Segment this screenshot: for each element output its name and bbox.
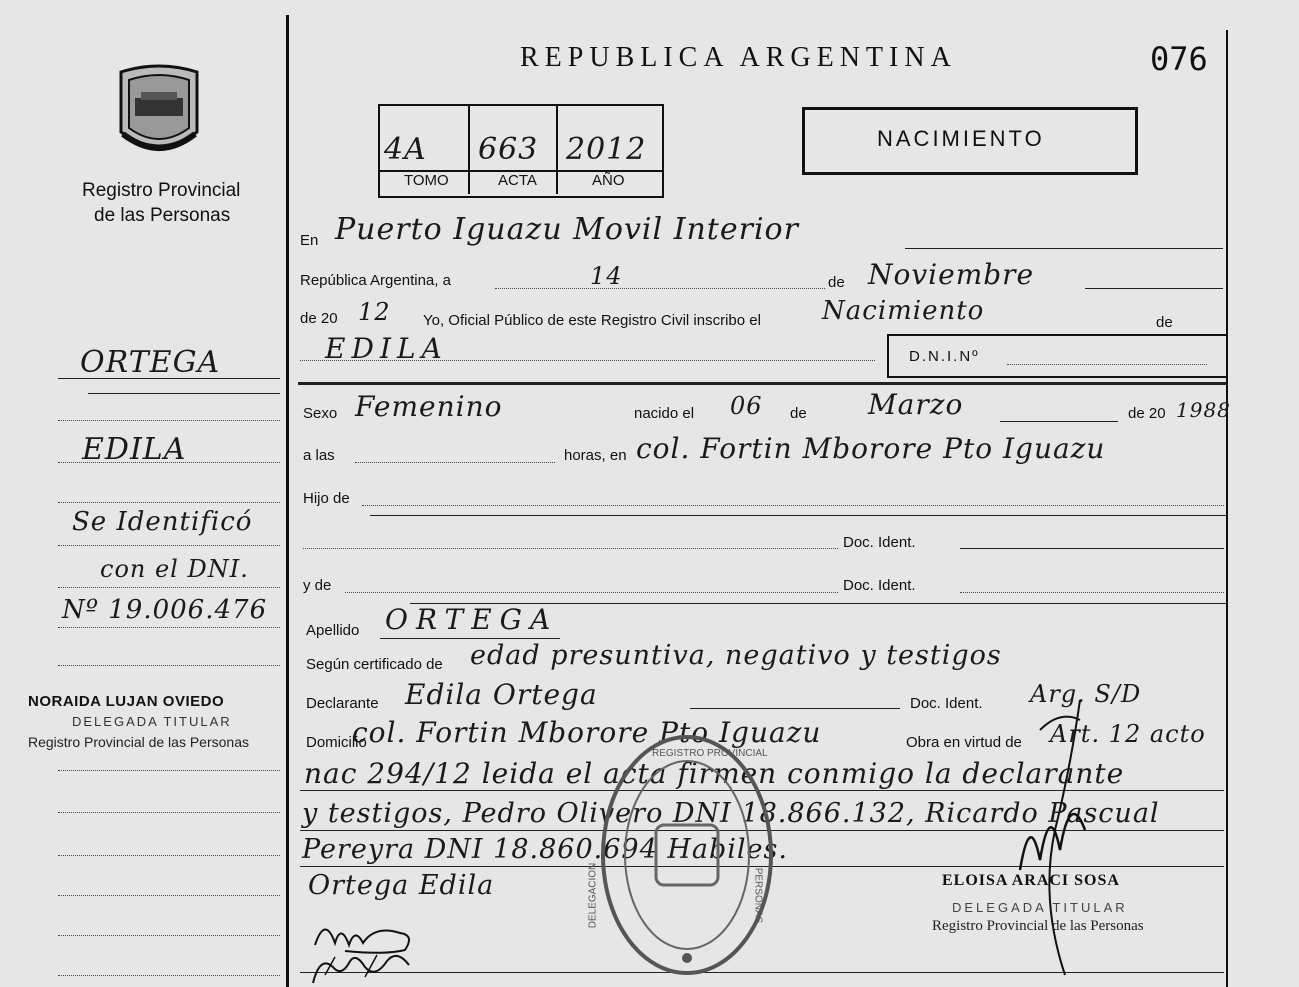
text-line-1: nac 294/12 leida el acta firmen conmigo la declarante [304, 757, 1125, 790]
misiones-seal-icon [113, 62, 205, 162]
doc-ident-label-3: Doc. Ident. [910, 695, 983, 712]
margin-surname: ORTEGA [80, 345, 221, 380]
left-margin-panel [0, 0, 290, 987]
nac-month: Marzo [868, 388, 964, 421]
right-official-stamp [930, 870, 1180, 940]
year-value: 12 [358, 298, 391, 326]
margin-note-3: Nº 19.006.476 [62, 595, 268, 625]
alas-label: a las [303, 447, 335, 464]
sexo-value: Femenino [355, 390, 503, 423]
oficial-text: Yo, Oficial Público de este Registro Civil inscribo el [423, 312, 761, 329]
acta-label: ACTA [498, 172, 537, 189]
right-stamp-name: ELOISA ARACI SOSA [942, 872, 1120, 889]
registry-round-stamp-icon [598, 730, 776, 980]
stamp-text-right: PERSONAS [752, 867, 764, 924]
record-type-box [802, 107, 1138, 175]
doc-ident-label-2: Doc. Ident. [843, 577, 916, 594]
obra-value: Art. 12 acto [1050, 720, 1206, 748]
place-value: col. Fortin Mborore Pto Iguazu [636, 432, 1106, 465]
horas-label: horas, en [564, 447, 627, 464]
de-label-2: de [1156, 314, 1173, 331]
left-stamp-role: DELEGADA TITULAR [72, 714, 232, 729]
witness-signatures-icon [305, 905, 425, 987]
obra-label: Obra en virtud de [906, 734, 1022, 751]
anio-label: AÑO [592, 172, 625, 189]
record-type: NACIMIENTO [877, 126, 1045, 151]
margin-note-1: Se Identificó [72, 507, 253, 537]
country-title: REPUBLICA ARGENTINA [520, 42, 957, 73]
tomo-label: TOMO [404, 172, 449, 189]
de-label: de [828, 274, 845, 291]
declarante-doc: Arg. S/D [1030, 680, 1142, 708]
left-official-stamp [20, 688, 295, 758]
republica-label: República Argentina, a [300, 272, 451, 289]
text-line-3: Pereyra DNI 18.860.694 Habiles. [302, 834, 788, 865]
en-value: Puerto Iguazu Movil Interior [335, 212, 799, 247]
margin-name: EDILA [82, 432, 187, 467]
left-stamp-name: NORAIDA LUJAN OVIEDO [28, 693, 225, 710]
name-value: EDILA [325, 332, 448, 365]
tomo-value: 4A [384, 132, 427, 167]
declarante-signature: Ortega Edila [308, 870, 495, 901]
domicilio-label: Domicilio [306, 734, 367, 751]
left-border-rule [286, 15, 289, 987]
nacido-label: nacido el [634, 405, 695, 422]
stamp-text-top: REGISTRO PROVINCIAL [652, 748, 768, 759]
nac-year: 1988 [1176, 398, 1231, 422]
registry-line-1: Registro Provincial [82, 180, 241, 201]
apellido-label: Apellido [306, 622, 360, 639]
segun-label: Según certificado de [306, 656, 443, 673]
right-stamp-office: Registro Provincial de las Personas [932, 918, 1144, 934]
acta-value: 663 [478, 132, 539, 167]
nac-day: 06 [730, 392, 763, 420]
margin-note-2: con el DNI. [100, 555, 249, 583]
text-line-2: y testigos, Pedro Olivero DNI 18.866.132, Ricardo Pascual [302, 798, 1160, 829]
segun-value: edad presuntiva, negativo y testigos [470, 640, 1002, 671]
stamp-text-left: DELEGACION [587, 862, 599, 929]
year-prefix: de 20 [300, 310, 338, 327]
nac-year-label: de 20 [1128, 405, 1166, 422]
sexo-label: Sexo [303, 405, 338, 422]
anio-value: 2012 [566, 132, 647, 167]
right-border-rule [1226, 30, 1228, 987]
day-value: 14 [590, 262, 623, 290]
declarante-value: Edila Ortega [405, 678, 598, 711]
record-number-box [378, 104, 664, 198]
left-stamp-office: Registro Provincial de las Personas [28, 734, 249, 750]
en-label: En [300, 232, 319, 249]
dni-label: D.N.I.Nº [909, 348, 980, 365]
month-value: Noviembre [868, 258, 1035, 291]
apellido-value: ORTEGA [385, 603, 559, 636]
dni-box [887, 334, 1228, 378]
hijo-label: Hijo de [303, 490, 350, 507]
registry-line-2: de las Personas [94, 205, 231, 226]
declarante-label: Declarante [306, 695, 379, 712]
nac-de-label: de [790, 405, 807, 422]
inscribo-value: Nacimiento [822, 296, 985, 326]
right-stamp-role: DELEGADA TITULAR [952, 900, 1128, 915]
folio-number: 076 [1150, 40, 1208, 78]
doc-ident-label-1: Doc. Ident. [843, 534, 916, 551]
yde-label: y de [303, 577, 332, 594]
domicilio-value: col. Fortin Mborore Pto Iguazu [352, 716, 822, 749]
